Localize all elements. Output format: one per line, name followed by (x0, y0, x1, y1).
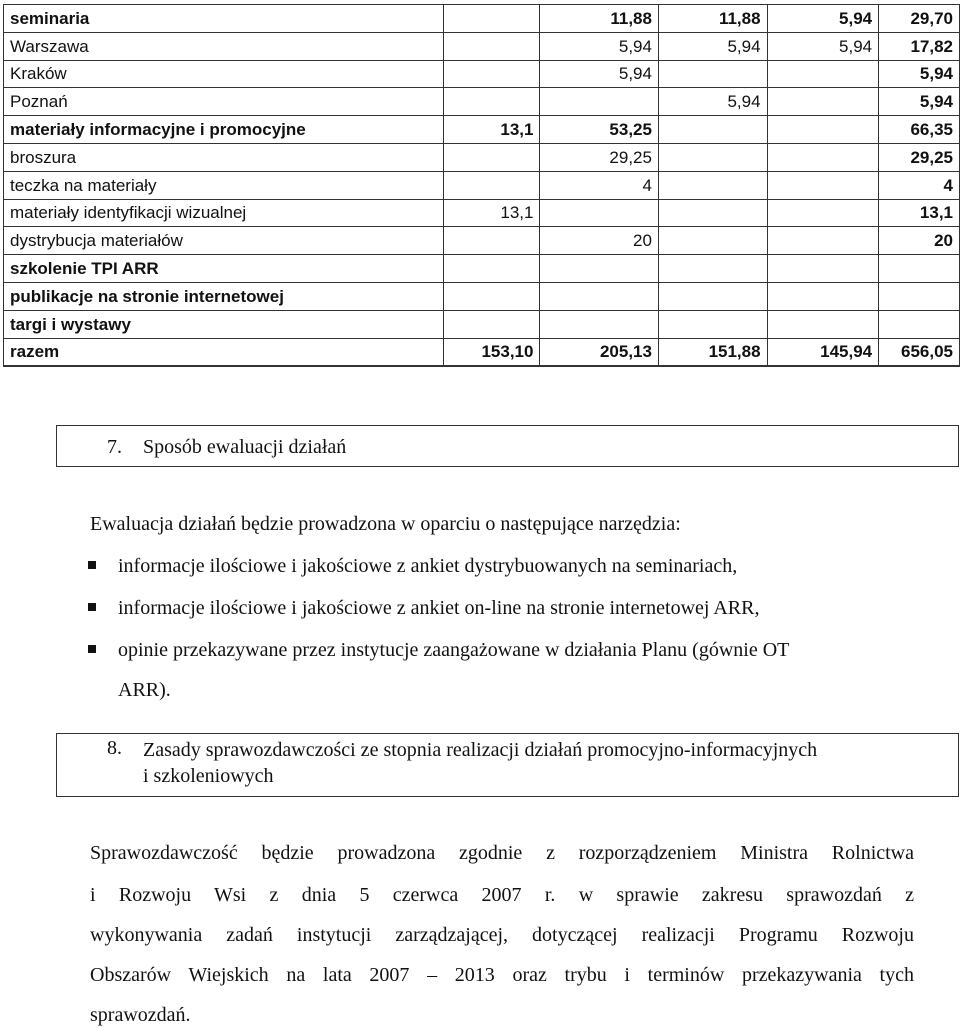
table-row (4, 255, 960, 283)
cell-value (540, 310, 659, 338)
cell-value: 13,1 (443, 199, 540, 227)
cell-value: 5,94 (767, 32, 879, 60)
table-row (4, 227, 960, 255)
evaluation-bullet: informacje ilościowe i jakościowe z ankiet on-line na stronie internetowej ARR, (118, 597, 760, 619)
reporting-paragraph-line: Sprawozdawczość będzie prowadzona zgodnie z rozporządzeniem Ministra Rolnictwa (90, 842, 914, 864)
row-total: 20 (879, 227, 960, 255)
evaluation-intro: Ewaluacja działań będzie prowadzona w oparciu o następujące narzędzia: (90, 513, 681, 535)
table-row (4, 116, 960, 144)
cell-value (767, 88, 879, 116)
cell-value: 153,10 (443, 338, 540, 366)
cell-value (767, 310, 879, 338)
table-row (4, 5, 960, 33)
row-total: 66,35 (879, 116, 960, 144)
row-total: 29,25 (879, 143, 960, 171)
row-label: dystrybucja materiałów (4, 227, 444, 255)
cell-value (443, 282, 540, 310)
cell-value (658, 199, 767, 227)
cell-value (540, 282, 659, 310)
cell-value (443, 255, 540, 283)
section-number: 7. (107, 436, 122, 458)
table-row (4, 338, 960, 366)
row-total (879, 282, 960, 310)
row-total: 4 (879, 171, 960, 199)
cell-value (767, 116, 879, 144)
cell-value (767, 171, 879, 199)
row-label: publikacje na stronie internetowej (4, 282, 444, 310)
evaluation-bullet: informacje ilościowe i jakościowe z ankiet dystrybuowanych na seminariach, (118, 555, 738, 577)
row-total (879, 310, 960, 338)
bullet-square-icon (88, 645, 96, 653)
row-total: 5,94 (879, 60, 960, 88)
cell-value: 205,13 (540, 338, 659, 366)
budget-table (3, 4, 960, 367)
cell-value (658, 282, 767, 310)
table-row (4, 282, 960, 310)
row-label: seminaria (4, 5, 444, 33)
row-label: targi i wystawy (4, 310, 444, 338)
row-total (879, 255, 960, 283)
section-title: Sposób ewaluacji działań (143, 436, 347, 458)
cell-value (540, 199, 659, 227)
cell-value (767, 60, 879, 88)
cell-value: 5,94 (767, 5, 879, 33)
cell-value (443, 88, 540, 116)
cell-value (658, 143, 767, 171)
cell-value (658, 171, 767, 199)
cell-value: 29,25 (540, 143, 659, 171)
reporting-paragraph-line: i Rozwoju Wsi z dnia 5 czerwca 2007 r. w sprawie zakresu sprawozdań z (90, 884, 914, 906)
cell-value (658, 227, 767, 255)
cell-value (540, 88, 659, 116)
cell-value: 5,94 (540, 60, 659, 88)
table-row (4, 310, 960, 338)
row-label: razem (4, 338, 444, 366)
cell-value (443, 5, 540, 33)
cell-value: 11,88 (540, 5, 659, 33)
row-label: Warszawa (4, 32, 444, 60)
cell-value (767, 199, 879, 227)
cell-value (658, 60, 767, 88)
cell-value (767, 143, 879, 171)
cell-value (658, 310, 767, 338)
cell-value: 11,88 (658, 5, 767, 33)
cell-value (443, 143, 540, 171)
cell-value: 5,94 (658, 88, 767, 116)
cell-value (443, 32, 540, 60)
cell-value: 5,94 (540, 32, 659, 60)
cell-value (658, 255, 767, 283)
row-label: materiały informacyjne i promocyjne (4, 116, 444, 144)
bullet-square-icon (88, 603, 96, 611)
row-total: 13,1 (879, 199, 960, 227)
section-number: 8. (107, 737, 122, 759)
cell-value: 151,88 (658, 338, 767, 366)
reporting-paragraph-line: wykonywania zadań instytucji zarządzającej, dotyczącej realizacji Programu Rozwoju (90, 924, 914, 946)
section-title-line: Zasady sprawozdawczości ze stopnia realizacji działań promocyjno-informacyjnych (143, 739, 818, 761)
cell-value (767, 255, 879, 283)
evaluation-bullet-continuation: ARR). (118, 679, 171, 701)
cell-value: 145,94 (767, 338, 879, 366)
cell-value: 13,1 (443, 116, 540, 144)
cell-value: 5,94 (658, 32, 767, 60)
row-label: broszura (4, 143, 444, 171)
cell-value (443, 310, 540, 338)
table-row (4, 143, 960, 171)
table-row (4, 199, 960, 227)
row-total: 29,70 (879, 5, 960, 33)
table-row (4, 60, 960, 88)
cell-value (540, 255, 659, 283)
row-total: 17,82 (879, 32, 960, 60)
cell-value (443, 60, 540, 88)
row-label: teczka na materiały (4, 171, 444, 199)
cell-value (443, 171, 540, 199)
row-label: materiały identyfikacji wizualnej (4, 199, 444, 227)
table-row (4, 32, 960, 60)
section-title-line: i szkoleniowych (143, 765, 274, 787)
cell-value (443, 227, 540, 255)
table-row (4, 88, 960, 116)
row-label: Kraków (4, 60, 444, 88)
bullet-square-icon (88, 561, 96, 569)
section-7-heading (56, 425, 959, 467)
reporting-paragraph-line: Obszarów Wiejskich na lata 2007 – 2013 oraz trybu i terminów przekazywania tych (90, 964, 914, 986)
row-total: 5,94 (879, 88, 960, 116)
reporting-paragraph-line: sprawozdań. (90, 1004, 191, 1026)
row-label: szkolenie TPI ARR (4, 255, 444, 283)
cell-value (767, 227, 879, 255)
cell-value: 20 (540, 227, 659, 255)
cell-value: 53,25 (540, 116, 659, 144)
cell-value (767, 282, 879, 310)
section-8-heading (56, 733, 959, 797)
cell-value: 4 (540, 171, 659, 199)
evaluation-bullet: opinie przekazywane przez instytucje zaangażowane w działania Planu (gównie OT (118, 639, 790, 661)
table-row (4, 171, 960, 199)
row-total: 656,05 (879, 338, 960, 366)
section-title (143, 737, 943, 789)
cell-value (658, 116, 767, 144)
row-label: Poznań (4, 88, 444, 116)
